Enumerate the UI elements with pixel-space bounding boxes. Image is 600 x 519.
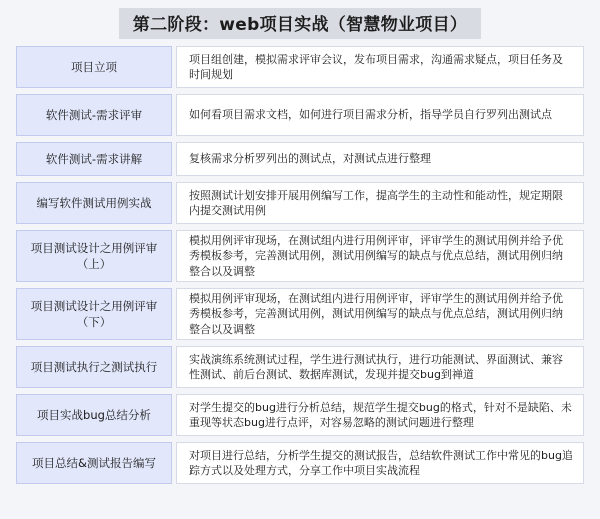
table-row [16, 288, 584, 340]
description-cell: 模拟用例评审现场，在测试组内进行用例评审，评审学生的测试用例并给予优秀模板参考，完善测试用例，测试用例编写的缺点与优点总结，测试用例归纳整合以及调整 [176, 288, 584, 340]
stage-cell: 项目立项 [16, 46, 172, 88]
stage-cell: 软件测试-需求评审 [16, 94, 172, 136]
stage-cell: 编写软件测试用例实战 [16, 182, 172, 224]
description-cell: 复核需求分析罗列出的测试点，对测试点进行整理 [176, 142, 584, 176]
description-cell: 按照测试计划安排开展用例编写工作，提高学生的主动性和能动性，规定期限内提交测试用例 [176, 182, 584, 224]
stage-cell: 项目实战bug总结分析 [16, 394, 172, 436]
stage-cell: 项目测试设计之用例评审（上） [16, 230, 172, 282]
table-row [16, 230, 584, 282]
description-cell: 项目组创建，模拟需求评审会议，发布项目需求，沟通需求疑点，项目任务及时间规划 [176, 46, 584, 88]
description-cell: 对项目进行总结，分析学生提交的测试报告，总结软件测试工作中常见的bug追踪方式以及处理方式，分享工作中项目实战流程 [176, 442, 584, 484]
description-cell: 如何看项目需求文档，如何进行项目需求分析，指导学员自行罗列出测试点 [176, 94, 584, 136]
table-row [16, 442, 584, 484]
title-wrap [0, 8, 600, 39]
description-cell: 实战演练系统测试过程，学生进行测试执行，进行功能测试、界面测试、兼容性测试、前后台测试、数据库测试，发现并提交bug到禅道 [176, 346, 584, 388]
table-row [16, 346, 584, 388]
description-cell: 模拟用例评审现场，在测试组内进行用例评审，评审学生的测试用例并给予优秀模板参考，完善测试用例，测试用例编写的缺点与优点总结，测试用例归纳整合以及调整 [176, 230, 584, 282]
stage-cell: 项目测试设计之用例评审（下） [16, 288, 172, 340]
stage-cell: 项目测试执行之测试执行 [16, 346, 172, 388]
curriculum-table [16, 46, 584, 490]
description-cell: 对学生提交的bug进行分析总结，规范学生提交bug的格式，针对不是缺陷、未重现等状态bug进行点评，对容易忽略的测试问题进行整理 [176, 394, 584, 436]
table-row [16, 46, 584, 88]
stage-cell: 项目总结&测试报告编写 [16, 442, 172, 484]
stage-cell: 软件测试-需求讲解 [16, 142, 172, 176]
table-row [16, 94, 584, 136]
table-row [16, 182, 584, 224]
table-row [16, 142, 584, 176]
page-title: 第二阶段：web项目实战（智慧物业项目） [119, 8, 481, 39]
table-row [16, 394, 584, 436]
